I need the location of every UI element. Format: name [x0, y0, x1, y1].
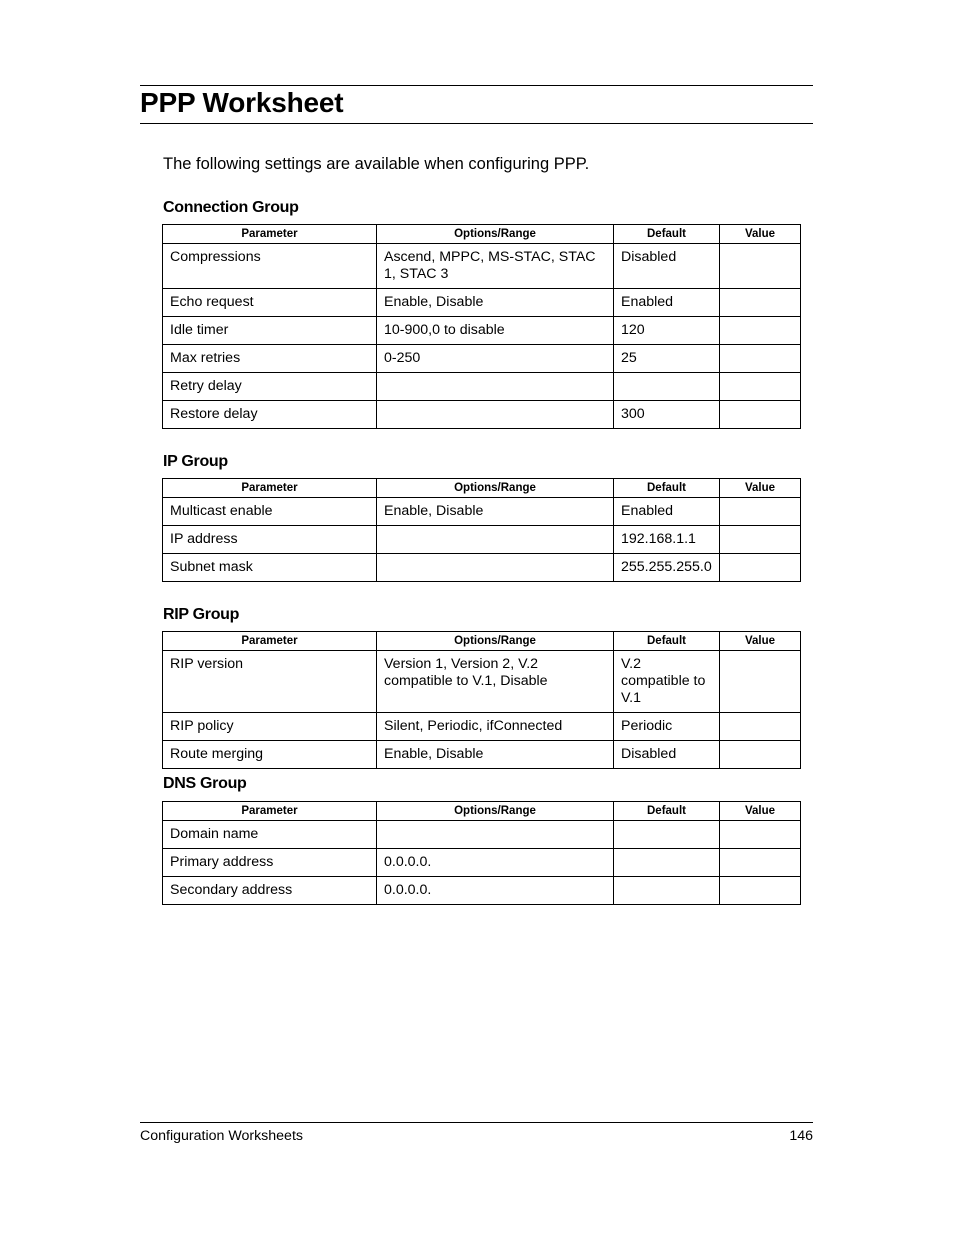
cell-value[interactable] — [720, 244, 801, 289]
cell-parameter: Multicast enable — [163, 498, 377, 526]
cell-default: Periodic — [614, 713, 720, 741]
header-parameter: Parameter — [163, 479, 377, 498]
footer-section-name: Configuration Worksheets — [140, 1128, 303, 1144]
cell-value[interactable] — [720, 713, 801, 741]
table-row — [163, 244, 801, 289]
cell-value[interactable] — [720, 317, 801, 345]
cell-options: Silent, Periodic, ifConnected — [377, 713, 614, 741]
header-value: Value — [720, 479, 801, 498]
cell-default: Disabled — [614, 244, 720, 289]
cell-value[interactable] — [720, 554, 801, 582]
ip-group-table — [162, 478, 801, 582]
cell-options — [377, 821, 614, 849]
cell-default — [614, 373, 720, 401]
cell-options: Version 1, Version 2, V.2 compatible to V.1, Disable — [377, 651, 614, 713]
cell-options — [377, 373, 614, 401]
cell-default: 300 — [614, 401, 720, 429]
cell-default: V.2 compatible to V.1 — [614, 651, 720, 713]
connection-group-table — [162, 224, 801, 429]
table-row — [163, 849, 801, 877]
cell-parameter: Subnet mask — [163, 554, 377, 582]
cell-parameter: IP address — [163, 526, 377, 554]
rip-group-title: RIP Group — [163, 606, 240, 623]
header-parameter: Parameter — [163, 632, 377, 651]
cell-value[interactable] — [720, 289, 801, 317]
table-row — [163, 345, 801, 373]
table-row — [163, 317, 801, 345]
cell-default: 192.168.1.1 — [614, 526, 720, 554]
cell-parameter: RIP version — [163, 651, 377, 713]
table-row — [163, 554, 801, 582]
footer-page-number: 146 — [789, 1128, 813, 1144]
header-value: Value — [720, 632, 801, 651]
table-header-row — [163, 802, 801, 821]
table-row — [163, 821, 801, 849]
header-parameter: Parameter — [163, 225, 377, 244]
cell-parameter: Primary address — [163, 849, 377, 877]
cell-options — [377, 526, 614, 554]
cell-options — [377, 401, 614, 429]
table-row — [163, 373, 801, 401]
cell-value[interactable] — [720, 849, 801, 877]
cell-value[interactable] — [720, 821, 801, 849]
header-value: Value — [720, 802, 801, 821]
cell-default: Enabled — [614, 289, 720, 317]
cell-parameter: Restore delay — [163, 401, 377, 429]
header-default: Default — [614, 632, 720, 651]
header-default: Default — [614, 479, 720, 498]
cell-options: 10-900,0 to disable — [377, 317, 614, 345]
cell-default: 25 — [614, 345, 720, 373]
cell-parameter: Max retries — [163, 345, 377, 373]
cell-parameter: Domain name — [163, 821, 377, 849]
cell-value[interactable] — [720, 651, 801, 713]
cell-options: Enable, Disable — [377, 498, 614, 526]
header-options: Options/Range — [377, 802, 614, 821]
page-title: PPP Worksheet — [140, 87, 344, 118]
cell-value[interactable] — [720, 877, 801, 905]
cell-value[interactable] — [720, 401, 801, 429]
connection-group-title: Connection Group — [163, 199, 299, 216]
cell-parameter: Echo request — [163, 289, 377, 317]
table-row — [163, 713, 801, 741]
table-header-row — [163, 632, 801, 651]
cell-default: 255.255.255.0 — [614, 554, 720, 582]
cell-default: Disabled — [614, 741, 720, 769]
cell-options — [377, 554, 614, 582]
cell-parameter: RIP policy — [163, 713, 377, 741]
header-options: Options/Range — [377, 225, 614, 244]
cell-options: Enable, Disable — [377, 741, 614, 769]
footer-rule — [140, 1122, 813, 1123]
cell-value[interactable] — [720, 526, 801, 554]
dns-group-table — [162, 801, 801, 905]
cell-value[interactable] — [720, 498, 801, 526]
header-options: Options/Range — [377, 479, 614, 498]
table-row — [163, 289, 801, 317]
cell-default: Enabled — [614, 498, 720, 526]
table-header-row — [163, 479, 801, 498]
cell-default — [614, 821, 720, 849]
rip-group-table — [162, 631, 801, 769]
cell-default — [614, 849, 720, 877]
header-options: Options/Range — [377, 632, 614, 651]
cell-parameter: Compressions — [163, 244, 377, 289]
cell-options: Ascend, MPPC, MS-STAC, STAC 1, STAC 3 — [377, 244, 614, 289]
title-rule — [140, 123, 813, 124]
table-row — [163, 877, 801, 905]
cell-parameter: Retry delay — [163, 373, 377, 401]
header-default: Default — [614, 225, 720, 244]
cell-value[interactable] — [720, 345, 801, 373]
header-value: Value — [720, 225, 801, 244]
header-default: Default — [614, 802, 720, 821]
dns-group-title: DNS Group — [163, 775, 247, 792]
cell-parameter: Secondary address — [163, 877, 377, 905]
cell-options: 0.0.0.0. — [377, 849, 614, 877]
table-row — [163, 526, 801, 554]
table-row — [163, 498, 801, 526]
cell-parameter: Route merging — [163, 741, 377, 769]
cell-options: 0-250 — [377, 345, 614, 373]
cell-options: 0.0.0.0. — [377, 877, 614, 905]
cell-default — [614, 877, 720, 905]
table-row — [163, 651, 801, 713]
header-parameter: Parameter — [163, 802, 377, 821]
cell-parameter: Idle timer — [163, 317, 377, 345]
table-row — [163, 401, 801, 429]
table-row — [163, 741, 801, 769]
table-header-row — [163, 225, 801, 244]
ip-group-title: IP Group — [163, 453, 228, 470]
cell-value[interactable] — [720, 741, 801, 769]
cell-value[interactable] — [720, 373, 801, 401]
cell-options: Enable, Disable — [377, 289, 614, 317]
cell-default: 120 — [614, 317, 720, 345]
intro-text: The following settings are available when configuring PPP. — [163, 155, 590, 173]
